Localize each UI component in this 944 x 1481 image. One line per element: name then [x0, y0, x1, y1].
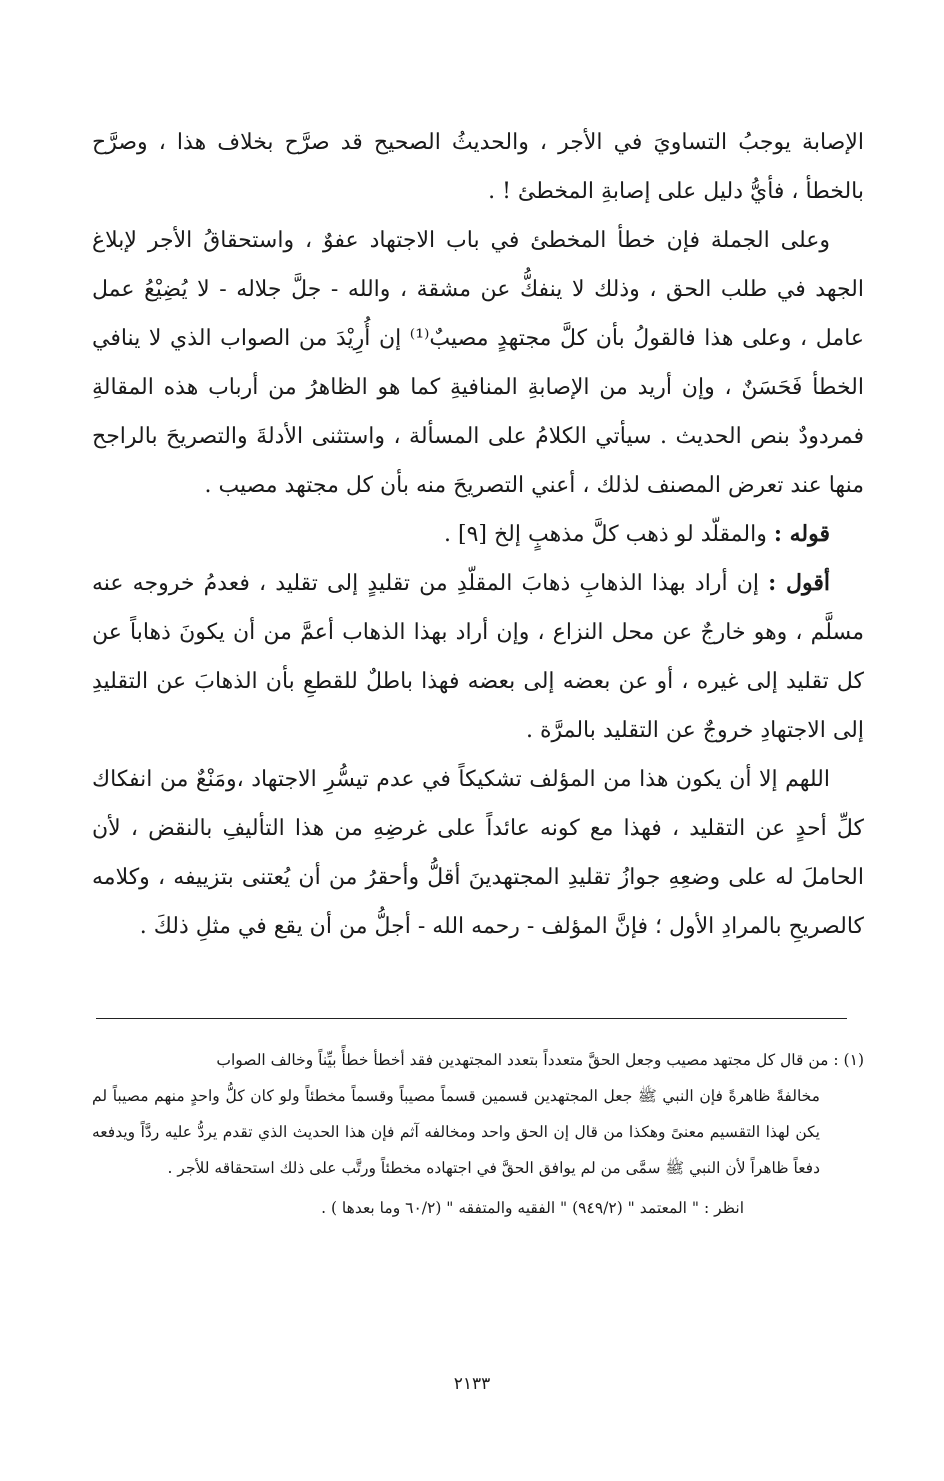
aqulu-text: إن أراد بهذا الذهابِ ذهابَ المقلّدِ من تقليدٍ إلى تقليد ، فعدمُ خروجه عنه مسلَّم ، وهو خارجٌ عن محل النزاع ، وإن أراد بهذا الذهاب أعمَّ من أن يكونَ ذهاباً عن كل تقليد إلى غيره ، أو عن بعضه إلى بعضه فهذا باطلٌ للقطعِ بأن الذهابَ عن التقليدِ إلى الاجتهادِ خروجٌ عن التقليد بالمرَّة .: [92, 571, 864, 743]
aqulu-label: أقول :: [768, 570, 830, 596]
aqulu-paragraph: [92, 559, 864, 755]
paragraph-1: الإصابة يوجبُ التساويَ في الأجر ، والحديثُ الصحيح قد صرَّح بخلاف هذا ، وصرَّح بالخطأ ، فأيُّ دليل على إصابةِ المخطئ ! .: [92, 130, 864, 204]
footnote-first-line: [92, 1042, 864, 1078]
footnote-references: انظر : " المعتمد " (٩٤٩/٢) " الفقيه والمتفقه " (٦٠/٢ وما بعدها ) .: [321, 1199, 744, 1217]
footnote-marker: (١) :: [833, 1051, 864, 1069]
paragraph-2: وعلى الجملة فإن خطأ المخطئ في باب الاجتهاد عفوٌ ، واستحقاقُ الأجر لإبلاغ الجهد في طلب الحق ، وذلك لا ينفكُّ عن مشقة ، والله - جلَّ جلاله - لا يُضِيْعُ عمل عامل ، وعلى هذا فالقولُ بأن كلَّ مجتهدٍ مصيبٌ⁽¹⁾ إن أُرِيْدَ من الصواب الذي لا ينافي الخطأ فَحَسَنٌ ، وإن أريد من الإصابةِ المنافيةِ كما هو الظاهرُ من أرباب هذه المقالةِ فمردودٌ بنص الحديث . سيأتي الكلامُ على المسألة ، واستثنى الأدلةَ والتصريحَ بالراجح منها عند تعرض المصنف لذلك ، أعني التصريحَ منه بأن كل مجتهد مصيب .: [92, 228, 865, 498]
footnote-line-1: من قال كل مجتهد مصيب وجعل الحقَّ متعدداً بتعدد المجتهدين فقد أخطأ خطأً بيِّناً وخالف الصواب: [216, 1051, 829, 1069]
main-text: [92, 118, 864, 951]
qawluhu-text: والمقلّد لو ذهب كلَّ مذهبٍ إلخ [٩] .: [444, 522, 767, 547]
footnote-continuation: مخالفةً ظاهرةً فإن النبي ﷺ جعل المجتهدين قسمين قسماً مصيباً وقسماً مخطئاً ولو كان كلُّ واحدٍ منهم مصيباً لم يكن لهذا التقسيم معنىً وهكذا من قال إن الحق واحد ومخالفه آثم فإن هذا الحديث الذي تقدم يردُّ عليه ردَّاً ويدفعه دفعاً ظاهراً لأن النبي ﷺ سمَّى من لم يوافق الحقَّ في اجتهاده مخطئاً ورتَّب على ذلك استحقاقه للأجر .: [92, 1087, 820, 1177]
qawluhu-label: قوله :: [773, 521, 830, 547]
page-number: ٢١٣٣: [453, 1374, 491, 1394]
paragraph-5: اللهم إلا أن يكون هذا من المؤلف تشكيكاً في عدم تيسُّرِ الاجتهاد ،ومَنْعٌ من انفكاك كلِّ أحدٍ عن التقليد ، فهذا مع كونه عائداً على غرضِهِ من هذا التأليفِ بالنقض ، لأن الحاملَ له على وضعِهِ جوازُ تقليدِ المجتهدينَ أقلُّ وأحقرُ من أن يُعتنى بتزييفه ، وكلامه كالصريحِ بالمرادِ الأول ؛ فإنَّ المؤلف - رحمه الله - أجلُّ من أن يقع في مثلِ ذلكَ .: [92, 767, 864, 939]
footnotes: [92, 1042, 864, 1226]
footnote-divider: [96, 1018, 847, 1019]
qawluhu-paragraph: [92, 510, 864, 559]
